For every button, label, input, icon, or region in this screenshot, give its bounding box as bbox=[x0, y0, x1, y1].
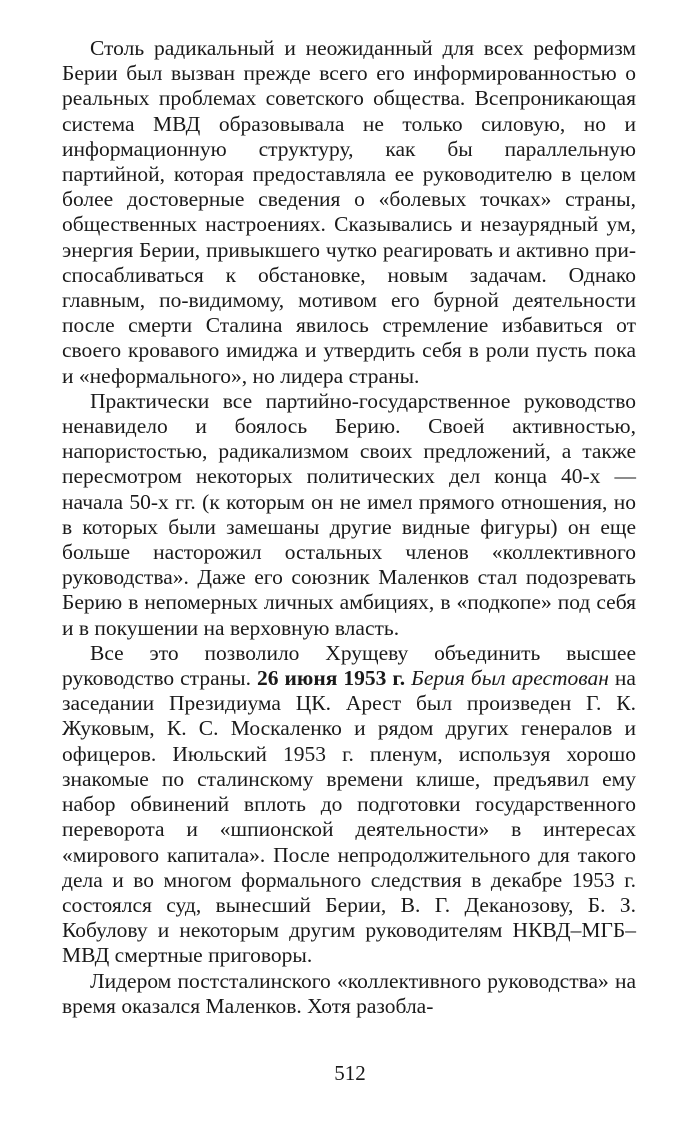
page-number: 512 bbox=[334, 1061, 366, 1085]
book-page bbox=[62, 36, 636, 1126]
paragraph-4: Лидером постсталинского «коллективного руководства» на время оказался Маленков. Хотя разобла- bbox=[62, 968, 636, 1018]
paragraph-3-text-end: на заседании Президиума ЦК. Арест был произведен Г. К. Жуковым, К. С. Москаленко и рядом других генералов и офицеров. Июльский 1953 г. пленум, используя хорошо знакомые по сталинскому времени клише, предъявил ему набор обвинений вплоть до подготовки государственного переворота и «шпионской деятельности» в интересах «мирового капитала». После непродолжительного для такого дела и во многом формального следствия в декабре 1953 г. состоялся суд, вынесший Берии, В. Г. Деканозову, Б. З. Кобулову и некоторым другим руководителям НКВД–МГБ–МВД смертные приговоры. bbox=[62, 666, 636, 968]
paragraph-1: Столь радикальный и неожиданный для всех реформизм Берии был вызван прежде всего его информированностью о реальных проблемах советского общества. Всепроникающая система МВД образовывала не только силовую, но и информационную структуру, как бы параллельную партийной, которая предоставляла ее руководителю в целом более достоверные сведения о «болевых точках» страны, общественных настроениях. Сказывались и незаурядный ум, энергия Берии, привыкшего чутко реагировать и активно приспосабливаться к обстановке, новым задачам. Однако главным, по-видимому, мотивом его бурной деятельности после смерти Сталина явилось стремление избавиться от своего кровавого имиджа и утвердить себя в роли пусть пока и «неформального», но лидера страны. bbox=[62, 36, 636, 388]
paragraph-2: Практически все партийно-государственное руководство ненавидело и боялось Берию. Своей активностью, напористостью, радикализмом своих предложений, а также пересмотром некоторых политических дел конца 40-х — начала 50-х гг. (к которым он не имел прямого отношения, но в которых были замешаны другие видные фигуры) он еще больше насторожил остальных членов «коллективного руководства». Даже его союзник Маленков стал подозревать Берию в непомерных личных амбициях, в «подкопе» под себя и в покушении на верховную власть. bbox=[62, 388, 636, 640]
paragraph-3-text-start: Все это позволило Хрущеву объединить высшее руководство страны. bbox=[62, 640, 636, 691]
paragraph-3 bbox=[62, 641, 636, 969]
paragraph-3-emphasis: Берия был арестован bbox=[405, 666, 609, 691]
paragraph-3-date: 26 июня 1953 г. bbox=[256, 666, 406, 691]
